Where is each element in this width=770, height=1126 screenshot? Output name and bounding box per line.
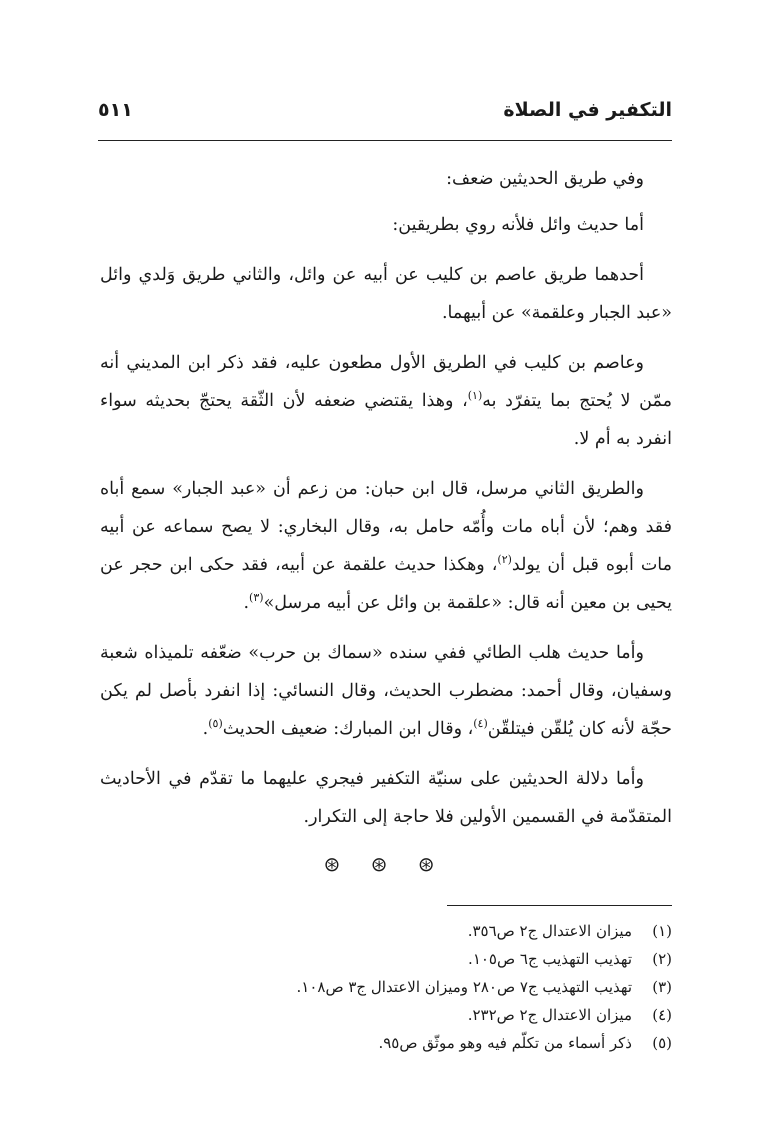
footnote-number: (١) — [652, 922, 672, 940]
section-ornament: ⊛ ⊛ ⊛ — [323, 852, 447, 876]
footnote-number: (٢) — [652, 950, 672, 968]
footnotes — [100, 917, 672, 1057]
footnote — [100, 917, 672, 945]
footnote-ref: (١) — [467, 389, 483, 403]
paragraph: والطريق الثاني مرسل، قال ابن حبان: من زعم أن «عبد الجبار» سمع أباه فقد وهم؛ لأن أباه مات وأُمّه حامل به، وقال البخاري: لا يصح سماعه عن أبيه مات أبوه قبل أن يولد$^{(٢)}$، وهكذا حديث علقمة عن أبيه، فقد حكى ابن حجر عن يحيى بن معين أنه قال: «علقمة بن وائل عن أبيه مرسل»$^{(٣)}$. — [100, 479, 673, 613]
paragraph: وأما حديث هلب الطائي ففي سنده «سماك بن حرب» ضعّفه تلميذاه شعبة وسفيان، وقال أحمد: مضطرب الحديث، وقال النسائي: إذا انفرد بأصل لم يكن حجّة لأنه كان يُلقّن فيتلقّن$^{(٤)}$، وقال ابن المبارك: ضعيف الحديث$^{(٥)}$. — [100, 643, 672, 739]
running-header — [98, 93, 672, 127]
paragraph: أما حديث وائل فلأنه روي بطريقين: — [392, 215, 644, 235]
footnote-number: (٣) — [652, 978, 672, 996]
footnote-text: تهذيب التهذيب ج٧ ص٢٨٠ وميزان الاعتدال ج٣ ص١٠٨. — [296, 978, 632, 996]
paragraph: وعاصم بن كليب في الطريق الأول مطعون عليه، فقد ذكر ابن المديني أنه ممّن لا يُحتج بما يتفرّد به$^{(١)}$، وهذا يقتضي ضعفه لأن الثّقة يحتجّ بحديثه سواء انفرد به أم لا. — [100, 353, 672, 449]
footnote-ref: (٤) — [473, 717, 488, 731]
running-title: التكفير في الصلاة — [503, 99, 672, 121]
footnote-text: ميزان الاعتدال ج٢ ص٢٣٢. — [467, 1006, 632, 1024]
footnote — [100, 973, 672, 1001]
footnote-number: (٥) — [652, 1034, 672, 1052]
footnote — [100, 1001, 672, 1029]
footnote-ref: (٥) — [208, 717, 223, 731]
footnote — [100, 1029, 672, 1057]
footnote — [100, 945, 672, 973]
page-number: ٥١١ — [98, 99, 133, 121]
paragraph: وفي طريق الحديثين ضعف: — [446, 169, 644, 189]
footnote-text: ميزان الاعتدال ج٢ ص٣٥٦. — [467, 922, 632, 940]
footnote-divider — [447, 905, 672, 906]
paragraph: أحدهما طريق عاصم بن كليب عن أبيه عن وائل، والثاني طريق وَلدي وائل «عبد الجبار وعلقمة» عن أبيهما. — [100, 265, 672, 323]
main-text — [100, 160, 672, 848]
footnote-number: (٤) — [652, 1006, 672, 1024]
paragraph: وأما دلالة الحديثين على سنيّة التكفير فيجري عليهما ما تقدّم في الأحاديث المتقدّمة في القسمين الأولين فلا حاجة إلى التكرار. — [100, 769, 672, 827]
footnote-text: تهذيب التهذيب ج٦ ص١٠٥. — [468, 950, 632, 968]
footnote-text: ذكر أسماء من تكلّم فيه وهو موثّق ص٩٥. — [378, 1034, 632, 1052]
footnote-ref: (٢) — [497, 553, 512, 567]
footnote-ref: (٣) — [249, 591, 264, 605]
header-divider — [98, 140, 672, 141]
